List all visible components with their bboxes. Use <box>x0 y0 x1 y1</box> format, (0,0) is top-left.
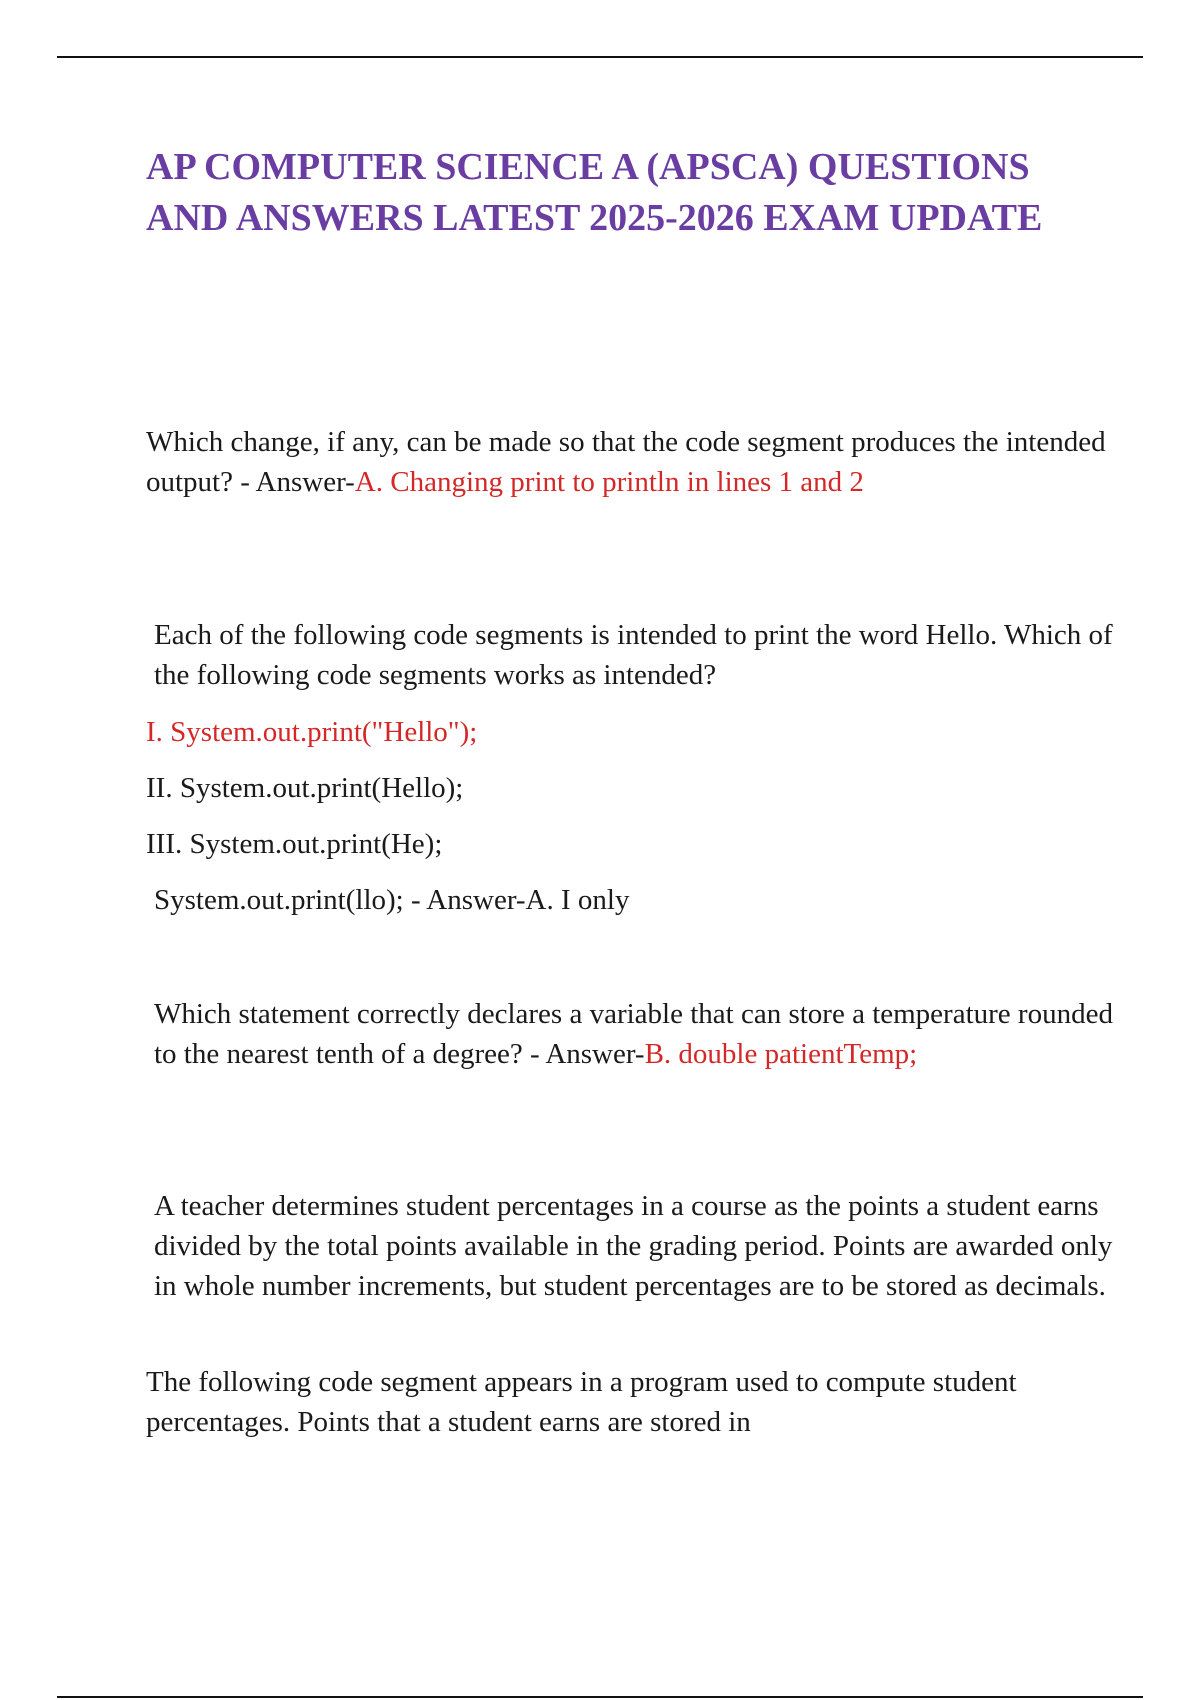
question-2-option-1: I. System.out.print("Hello"); <box>146 716 478 748</box>
question-4-paragraph-1: A teacher determines student percentages in a course as the points a student earns divided by the total points available in the grading period. Points are awarded only in whole number increments, but student percentages are to be stored as decimals. <box>154 1190 1113 1302</box>
question-2: Each of the following code segments is intended to print the word Hello. Which of the following code segments works as intended? <box>154 619 1113 691</box>
question-1-text: Which change, if any, can be made so that the code segment produces the intended output? - Answer- <box>146 426 1106 498</box>
question-3-text: Which statement correctly declares a variable that can store a temperature rounded to the nearest tenth of a degree? - Answer- <box>154 998 1113 1070</box>
bottom-rule <box>57 1696 1143 1698</box>
question-3 <box>146 994 1114 1074</box>
question-3-answer: B. double patientTemp; <box>644 1038 918 1070</box>
question-1 <box>146 422 1106 502</box>
question-4-paragraph-2: The following code segment appears in a program used to compute student percentages. Points that a student earns are stored in <box>146 1366 1017 1438</box>
document-title: AP COMPUTER SCIENCE A (APSCA) QUESTIONS AND ANSWERS LATEST 2025-2026 EXAM UPDATE <box>146 146 1043 239</box>
top-rule <box>57 56 1143 58</box>
question-2-option-3: III. System.out.print(He); <box>146 828 443 860</box>
question-1-answer: A. Changing print to println in lines 1 and 2 <box>354 466 864 498</box>
question-2-option-4-answer: System.out.print(llo); - Answer-A. I only <box>154 884 630 916</box>
question-2-option-2: II. System.out.print(Hello); <box>146 772 464 804</box>
